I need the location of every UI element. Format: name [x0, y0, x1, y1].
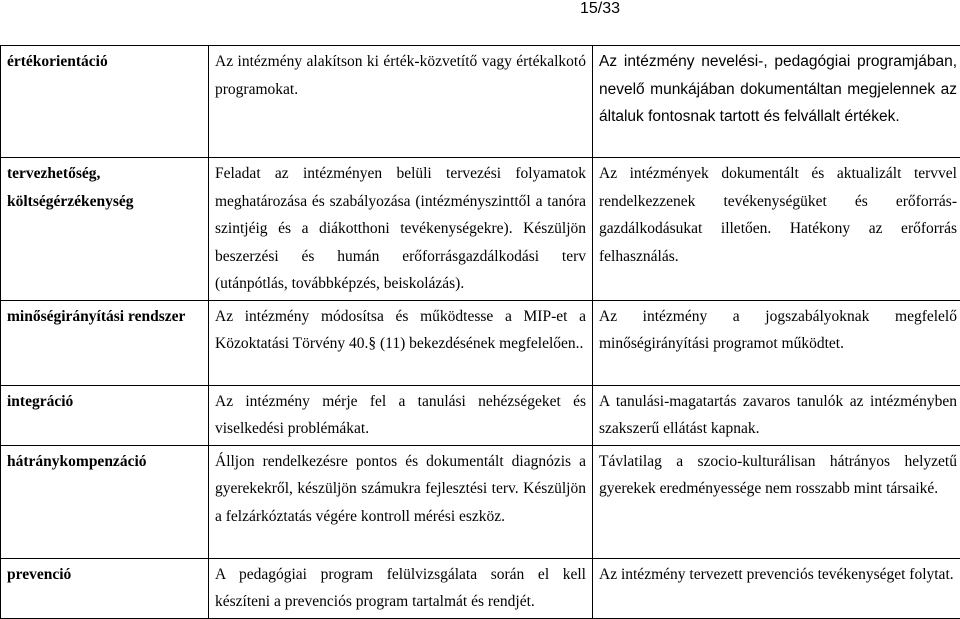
- quality-criteria-table: [0, 45, 960, 619]
- indicator-text: Az intézmény a jogszabályoknak megfelelő minőségirányítási programot működtet.: [593, 300, 960, 385]
- table-row: [1, 445, 960, 558]
- requirement-text: A pedagógiai program felülvizsgálata során el kell készíteni a prevenciós program tartalmát és rendjét.: [209, 558, 593, 618]
- indicator-text: Az intézmények dokumentált és aktualizált tervvel rendelkezzenek tevékenységüket és erőforrás-gazdálkodásukat illetően. Hatékony az erőforrás felhasználás.: [593, 158, 960, 301]
- criterion-label: integráció: [1, 385, 209, 445]
- criterion-label: értékorientáció: [1, 46, 209, 158]
- indicator-text: Távlatilag a szocio-kulturálisan hátrányos helyzetű gyerekek eredményessége nem rosszabb mint társaiké.: [593, 445, 960, 558]
- table-row: [1, 300, 960, 385]
- indicator-text: Az intézmény tervezett prevenciós tevékenységet folytat.: [593, 558, 960, 618]
- criterion-label: hátránykompenzáció: [1, 445, 209, 558]
- indicator-text: A tanulási-magatartás zavaros tanulók az intézményben szakszerű ellátást kapnak.: [593, 385, 960, 445]
- indicator-text: Az intézmény nevelési-, pedagógiai programjában, nevelő munkájában dokumentáltan megjelennek az általuk fontosnak tartott és felvállalt értékek.: [593, 46, 960, 158]
- requirement-text: Az intézmény mérje fel a tanulási nehézségeket és viselkedési problémákat.: [209, 385, 593, 445]
- criterion-label: minőségirányítási rendszer: [1, 300, 209, 385]
- table-row: [1, 158, 960, 301]
- table-row: [1, 46, 960, 158]
- criterion-label: prevenció: [1, 558, 209, 618]
- table-row: [1, 385, 960, 445]
- requirement-text: Az intézmény módosítsa és működtesse a MIP-et a Közoktatási Törvény 40.§ (11) bekezdésének megfelelően..: [209, 300, 593, 385]
- table-row: [1, 558, 960, 618]
- requirement-text: Feladat az intézményen belüli tervezési folyamatok meghatározása és szabályozása (intézményszinttől a tanóra szintjéig és a diákotthoni tevékenységekre). Készüljön beszerzési és humán erőforrásgazdálkodási terv (utánpótlás, továbbképzés, beiskolázás).: [209, 158, 593, 301]
- criterion-label: tervezhetőség, költségérzékenység: [1, 158, 209, 301]
- requirement-text: Álljon rendelkezésre pontos és dokumentált diagnózis a gyerekekről, készüljön számukra fejlesztési terv. Készüljön a felzárkóztatás végére kontroll mérési eszköz.: [209, 445, 593, 558]
- requirement-text: Az intézmény alakítson ki érték-közvetítő vagy értékalkotó programokat.: [209, 46, 593, 158]
- page-number: 15/33: [580, 0, 620, 18]
